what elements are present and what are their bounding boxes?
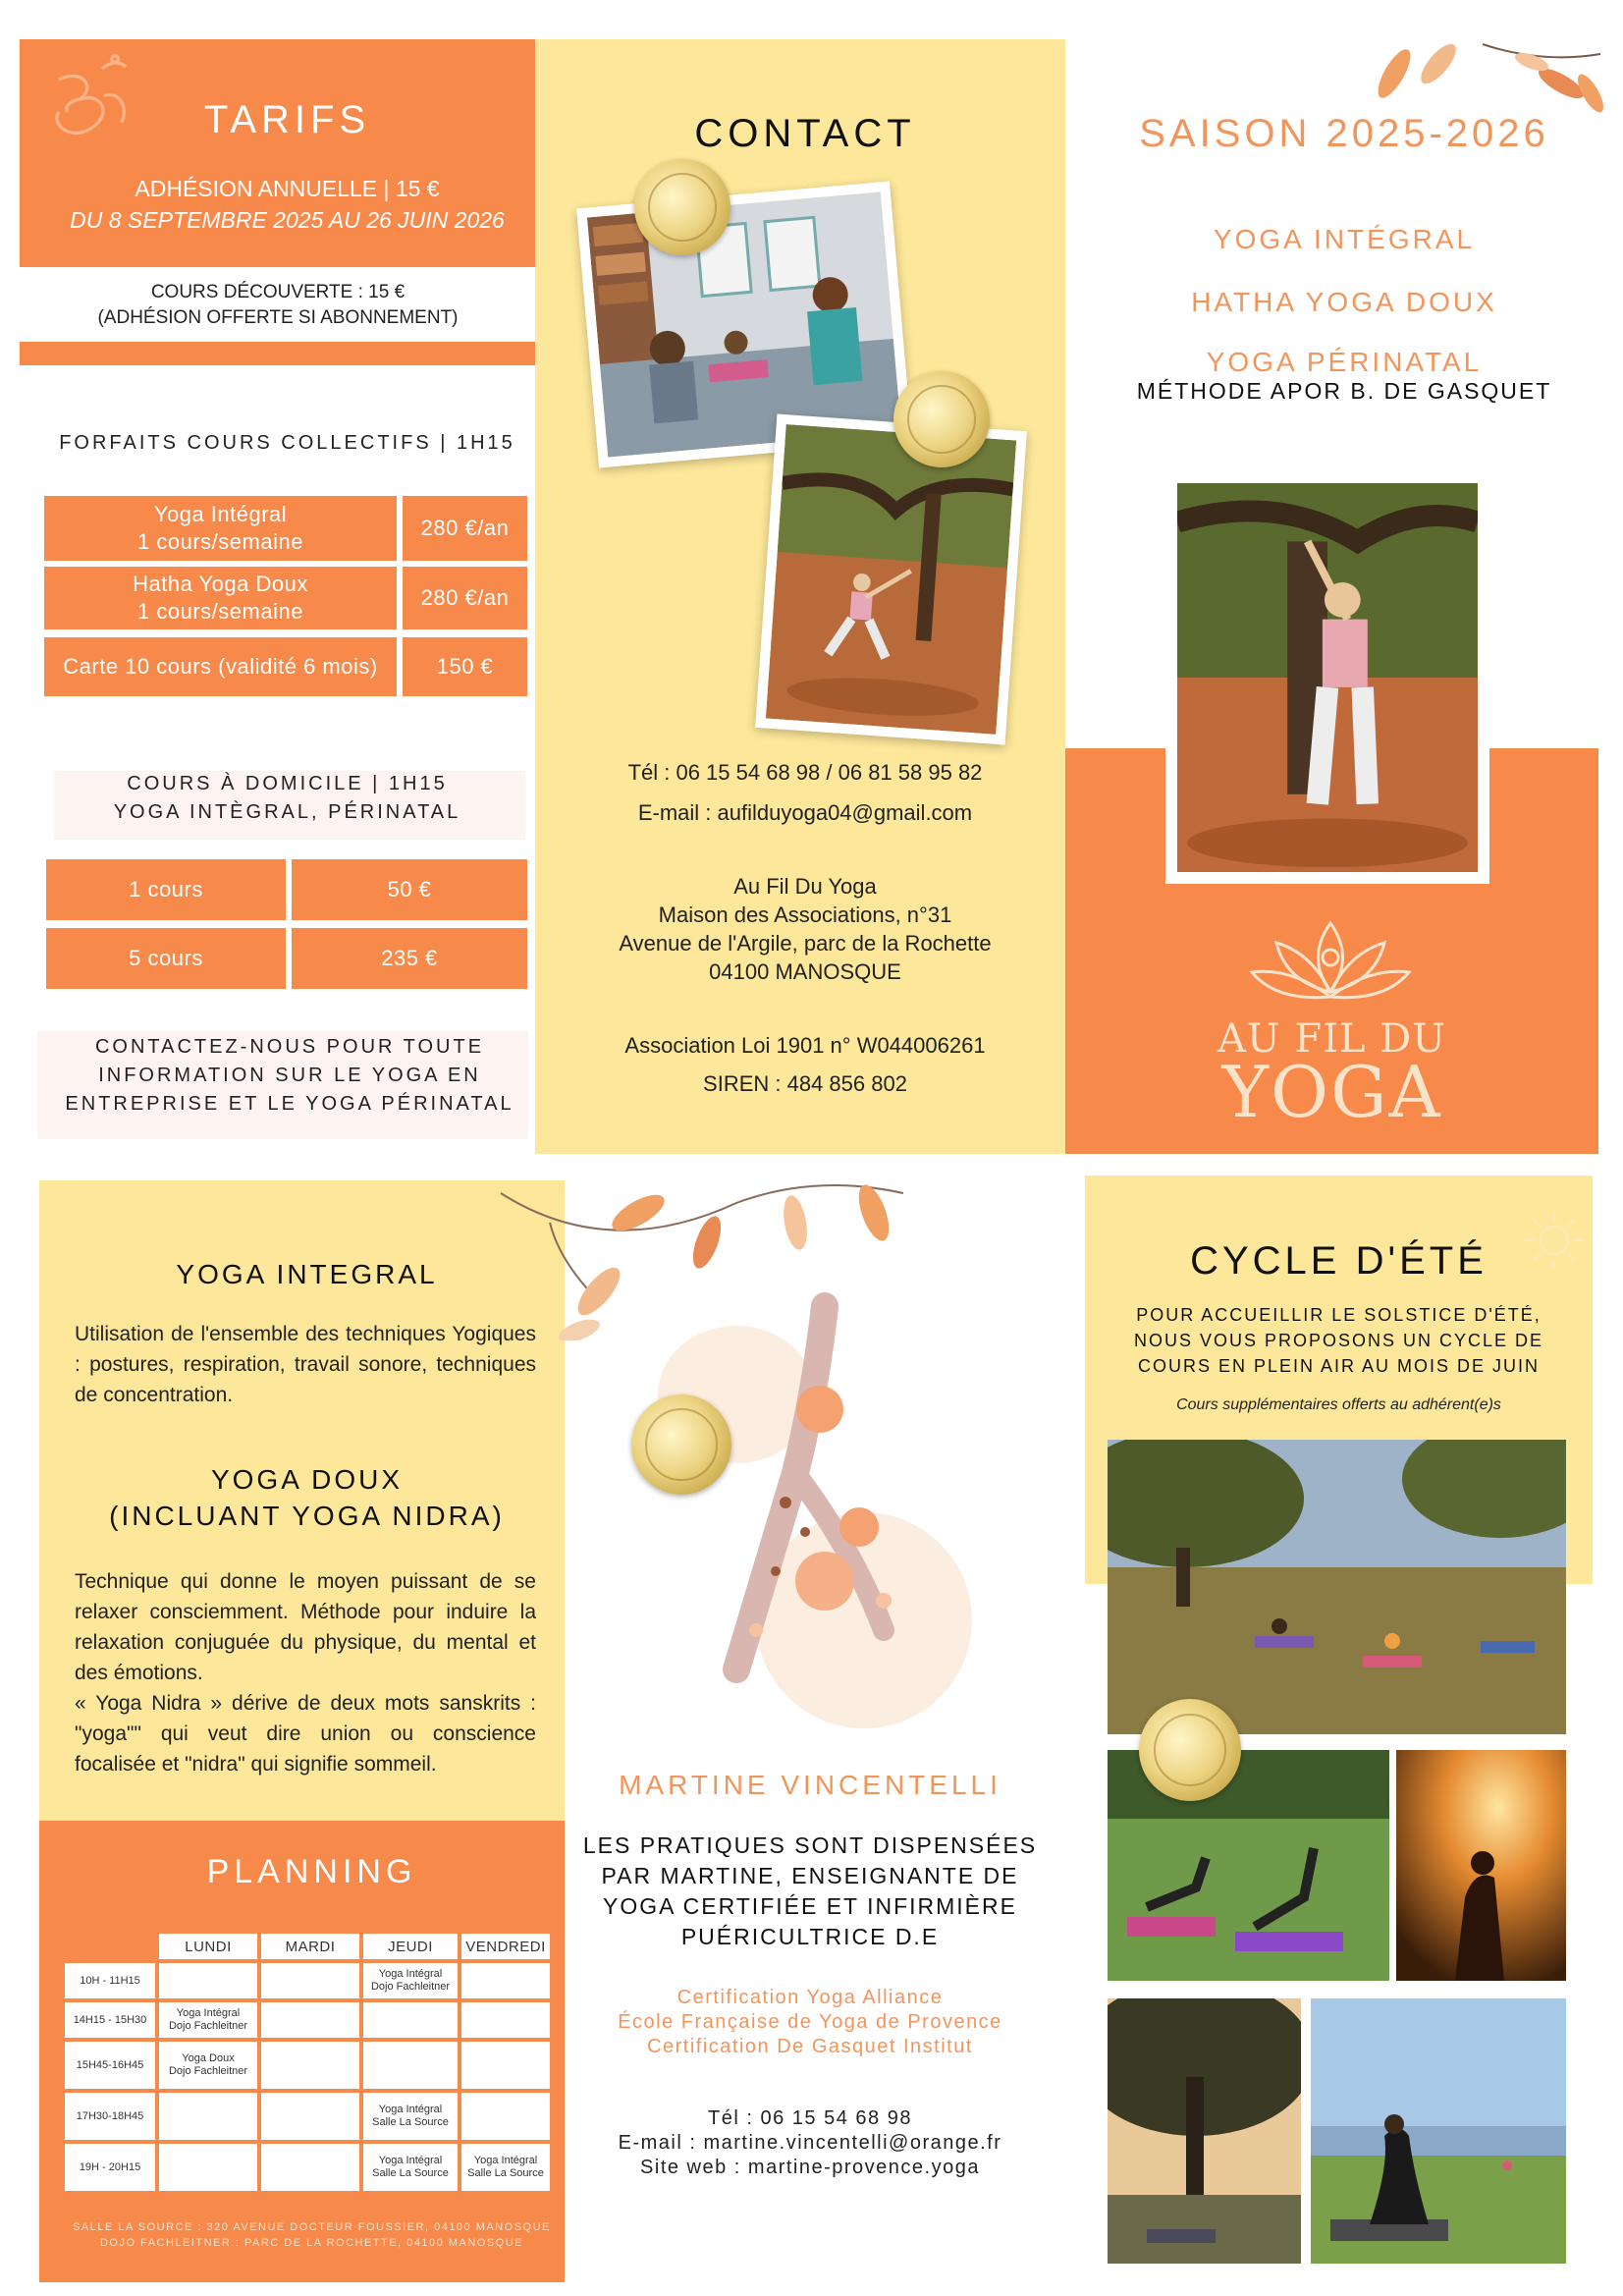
method-text: MÉTHODE APOR B. DE GASQUET — [1136, 378, 1552, 404]
gold-seal-icon — [893, 371, 990, 467]
teacher-website: Site web : martine-provence.yoga — [640, 2157, 980, 2178]
cycle-title: CYCLE D'ÉTÉ — [1190, 1239, 1488, 1283]
domicile-row-label: 1 cours — [46, 859, 286, 920]
day-header-mardi: MARDI — [261, 1934, 359, 1959]
cycle-line1: POUR ACCUEILLIR LE SOLSTICE D'ÉTÉ, — [1136, 1305, 1542, 1325]
tree-silhouette-photo — [1108, 1998, 1301, 2264]
schedule-cell — [159, 1963, 257, 1998]
forfait-row-label — [44, 496, 397, 561]
planning-footer-line2: DOJO FACHLEITNER : PARC DE LA ROCHETTE, 04100 MANOSQUE — [99, 2237, 524, 2249]
saison-title: SAISON 2025-2026 — [1139, 112, 1549, 155]
teacher-tree-pose-photo — [1165, 471, 1489, 884]
schedule-cell — [261, 2002, 359, 2038]
tarifs-title: TARIFS — [203, 98, 371, 141]
forfait-label-line1: Hatha Yoga Doux — [133, 572, 308, 596]
decouverte-line2: (ADHÉSION OFFERTE SI ABONNEMENT) — [97, 307, 459, 328]
domicile-row-price: 50 € — [292, 859, 527, 920]
time-slot: 19H - 20H15 — [65, 2144, 155, 2191]
time-slot: 17H30-18H45 — [65, 2093, 155, 2140]
day-header-jeudi: JEUDI — [363, 1934, 458, 1959]
teacher-phone: Tél : 06 15 54 68 98 — [708, 2107, 912, 2129]
schedule-cell: Yoga Intégral Salle La Source — [363, 2144, 458, 2191]
contact-address-line1: Maison des Associations, n°31 — [658, 902, 952, 927]
tree-pose-photo — [755, 413, 1027, 744]
yoga-doux-title-line2: (INCLUANT YOGA NIDRA) — [109, 1501, 505, 1531]
schedule-cell — [159, 2093, 257, 2140]
teacher-desc-line2: PAR MARTINE, ENSEIGNANTE DE — [601, 1863, 1019, 1888]
cycle-line3: COURS EN PLEIN AIR AU MOIS DE JUIN — [1137, 1356, 1541, 1376]
time-slot: 15H45-16H45 — [65, 2042, 155, 2089]
teacher-email: E-mail : martine.vincentelli@orange.fr — [618, 2132, 1002, 2154]
planning-corner — [65, 1934, 155, 1959]
contact-note-line1: CONTACTEZ-NOUS POUR TOUTE — [94, 1036, 485, 1058]
schedule-cell — [461, 2002, 550, 2038]
schedule-cell — [363, 2042, 458, 2089]
forfait-label-line2: 1 cours/semaine — [137, 529, 303, 554]
side-plank-photo — [1108, 1750, 1389, 1981]
yoga-doux-title-line1: YOGA DOUX — [210, 1464, 404, 1495]
course-hatha-yoga-doux: HATHA YOGA DOUX — [1191, 287, 1497, 317]
cycle-line2: NOUS VOUS PROPOSONS UN CYCLE DE — [1133, 1331, 1544, 1350]
yoga-nidra-text: « Yoga Nidra » dérive de deux mots sanskrits : "yoga"" qui veut dire union ou conscience focalisée et "nidra" qui signifie sommeil. — [75, 1692, 536, 1776]
schedule-cell: Yoga Intégral Salle La Source — [363, 2093, 458, 2140]
domicile-title-line2: YOGA INTÈGRAL, PÉRINATAL — [113, 801, 461, 823]
certification-de-gasquet: Certification De Gasquet Institut — [647, 2036, 973, 2057]
forfait-row-label — [44, 567, 397, 629]
logo-text-line2: YOGA — [1221, 1051, 1442, 1133]
schedule-cell — [261, 2042, 359, 2089]
planning-table — [61, 1930, 554, 2195]
schedule-cell — [261, 1963, 359, 1998]
certification-efyp: École Française de Yoga de Provence — [618, 2011, 1002, 2033]
forfait-row-price: 280 €/an — [403, 496, 527, 561]
contact-org: Au Fil Du Yoga — [733, 874, 877, 899]
decouverte-bottom-bar — [20, 342, 535, 365]
association-number: Association Loi 1901 n° W044006261 — [624, 1033, 986, 1058]
day-header-lundi: LUNDI — [159, 1934, 257, 1959]
contact-note-line2: INFORMATION SUR LE YOGA EN — [98, 1065, 481, 1086]
contact-address-line2: Avenue de l'Argile, parc de la Rochette — [619, 931, 992, 956]
domicile-title-line1: COURS À DOMICILE | 1H15 — [127, 773, 448, 794]
siren-number: SIREN : 484 856 802 — [703, 1071, 907, 1096]
floral-yoga-pose-illustration — [628, 1277, 1001, 1738]
gold-seal-icon — [1139, 1699, 1241, 1801]
decouverte-box — [26, 267, 530, 342]
yoga-integral-title: YOGA INTEGRAL — [176, 1259, 438, 1289]
sunset-meditation-photo — [1396, 1750, 1566, 1981]
schedule-cell — [159, 2144, 257, 2191]
forfait-label-line2: 1 cours/semaine — [137, 599, 303, 624]
hilltop-meditation-photo — [1311, 1998, 1566, 2264]
schedule-cell — [261, 2093, 359, 2140]
schedule-cell: Yoga Intégral Salle La Source — [461, 2144, 550, 2191]
schedule-cell — [461, 2042, 550, 2089]
schedule-cell — [363, 2002, 458, 2038]
outdoor-class-photo — [1108, 1440, 1566, 1734]
schedule-cell: Yoga Intégral Dojo Fachleitner — [363, 1963, 458, 1998]
adhesion-text: ADHÉSION ANNUELLE | 15 € — [135, 176, 440, 201]
forfaits-title: FORFAITS COURS COLLECTIFS | 1H15 — [59, 432, 515, 454]
lotus-logo-icon — [1247, 913, 1414, 1021]
domicile-row-price: 235 € — [292, 928, 527, 989]
forfait-row-price: 280 €/an — [403, 567, 527, 629]
time-slot: 14H15 - 15H30 — [65, 2002, 155, 2038]
yoga-doux-text: Technique qui donne le moyen puissant de se relaxer consciemment. Méthode pour induire la relaxation conjuguée du physique, du mental et des émotions. — [75, 1570, 536, 1684]
yoga-integral-text: Utilisation de l'ensemble des techniques Yogiques : postures, respiration, travail sonore, techniques de concentration. — [75, 1323, 536, 1406]
cycle-note: Cours supplémentaires offerts au adhérent(e)s — [1176, 1396, 1501, 1413]
contact-email: E-mail : aufilduyoga04@gmail.com — [637, 800, 973, 825]
forfait-label-line1: Yoga Intégral — [153, 502, 288, 526]
course-yoga-perinatal: YOGA PÉRINATAL — [1206, 347, 1483, 377]
gold-seal-icon — [631, 1394, 731, 1495]
contact-phone: Tél : 06 15 54 68 98 / 06 81 58 95 82 — [627, 760, 983, 785]
schedule-cell — [461, 2093, 550, 2140]
course-yoga-integral: YOGA INTÉGRAL — [1213, 224, 1476, 254]
contact-address-line3: 04100 MANOSQUE — [709, 959, 901, 984]
contact-note-line3: ENTREPRISE ET LE YOGA PÉRINATAL — [65, 1093, 514, 1115]
schedule-cell — [261, 2144, 359, 2191]
day-header-vendredi: VENDREDI — [461, 1934, 550, 1959]
schedule-cell: Yoga Doux Dojo Fachleitner — [159, 2042, 257, 2089]
contact-title: CONTACT — [694, 112, 916, 155]
decouverte-line1: COURS DÉCOUVERTE : 15 € — [150, 282, 406, 302]
planning-footer-line1: SALLE LA SOURCE : 320 AVENUE DOCTEUR FOUSSIER, 04100 MANOSQUE — [73, 2221, 551, 2233]
teacher-desc-line3: YOGA CERTIFIÉE ET INFIRMIÈRE — [603, 1893, 1017, 1919]
time-slot: 10H - 11H15 — [65, 1963, 155, 1998]
planning-title: PLANNING — [206, 1853, 417, 1890]
forfait-row-price: 150 € — [403, 637, 527, 696]
teacher-desc-line1: LES PRATIQUES SONT DISPENSÉES — [582, 1832, 1038, 1858]
season-dates: DU 8 SEPTEMBRE 2025 AU 26 JUIN 2026 — [70, 207, 505, 233]
certification-yoga-alliance: Certification Yoga Alliance — [676, 1987, 944, 2008]
gold-seal-icon — [634, 159, 730, 255]
forfait-row-label: Carte 10 cours (validité 6 mois) — [44, 637, 397, 696]
logo-text-line1: AU FIL DU — [1217, 1016, 1446, 1062]
schedule-cell — [461, 1963, 550, 1998]
teacher-desc-line4: PUÉRICULTRICE D.E — [680, 1924, 940, 1949]
teacher-name: MARTINE VINCENTELLI — [619, 1770, 1001, 1800]
schedule-cell: Yoga Intégral Dojo Fachleitner — [159, 2002, 257, 2038]
domicile-row-label: 5 cours — [46, 928, 286, 989]
